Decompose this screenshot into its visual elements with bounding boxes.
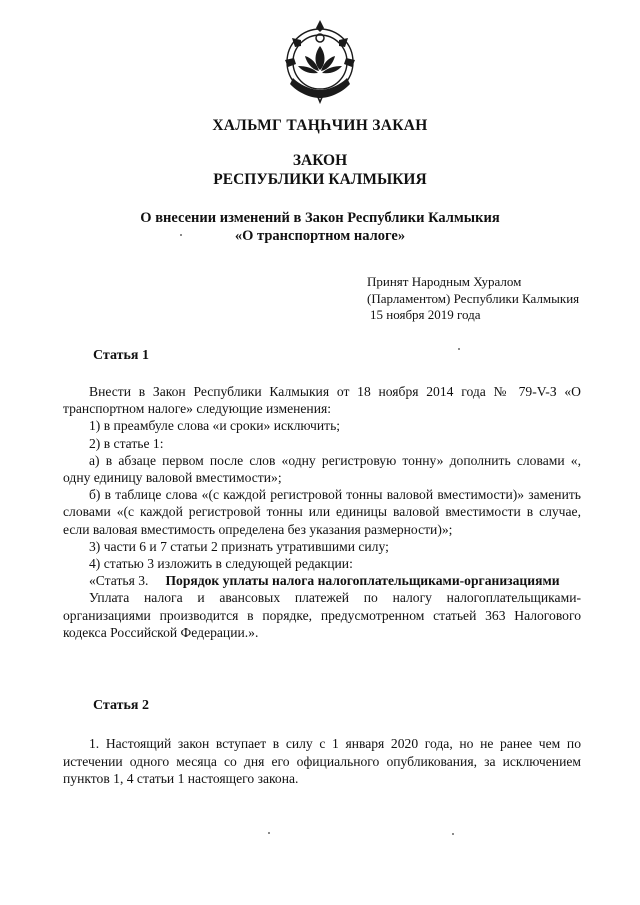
scan-speck: [268, 832, 270, 834]
law-title: [0, 151, 640, 189]
article-1-paragraph: б) в таблице слова «(с каждой регистровой тонны валовой вместимости)» заменить словами «(с каждой регистровой тонны или единицы валовой вместимости в случае, если валовая вместимость определена без указания размерности)»;: [63, 487, 581, 537]
article-2-heading: Статья 2: [93, 698, 149, 713]
law-title-line1: ЗАКОН: [292, 152, 348, 169]
article-1-heading: Статья 1: [93, 348, 149, 363]
article-1-paragraph: Внести в Закон Республики Калмыкия от 18 ноября 2014 года № 79-V-З «О транспортном налоге» следующие изменения:: [63, 384, 581, 417]
kalmyk-title: ХАЛЬМГ ТАҢҺЧИН ЗАКАН: [212, 117, 428, 134]
scan-speck: [180, 234, 182, 236]
article-1-paragraph: Уплата налога и авансовых платежей по налогу налогоплательщиками-организациями производится в порядке, предусмотренном статьей 363 Налогового кодекса Российской Федерации.».: [63, 590, 581, 640]
adoption-line2: (Парламентом) Республики Калмыкия: [367, 290, 580, 306]
article-1-paragraph: 2) в статье 1:: [89, 435, 164, 451]
article-2-body: [63, 735, 581, 788]
article-1-paragraph: 3) части 6 и 7 статьи 2 признать утратившими силу;: [89, 538, 389, 554]
article-3-new-title: [63, 572, 581, 589]
law-subject-line2: «О транспортном налоге»: [234, 228, 406, 244]
adoption-date: 15 ноября 2019 года: [370, 307, 481, 322]
article-1-paragraph: а) в абзаце первом после слов «одну регистровую тонну» дополнить словами «, одну единицу валовой вместимости»;: [63, 452, 581, 486]
adoption-block: [367, 274, 579, 324]
article-1-body: [63, 383, 581, 641]
article-1-paragraph: 4) статью 3 изложить в следующей редакции:: [89, 556, 353, 572]
article-3-prefix: «Статья 3.: [89, 573, 149, 589]
article-3-bold-title: Порядок уплаты налога налогоплательщиками-организациями: [165, 573, 560, 589]
article-2-paragraph: 1. Настоящий закон вступает в силу с 1 января 2020 года, но не ранее чем по истечении одного месяца со дня его официального опубликования, за исключением пунктов 1, 4 статьи 1 настоящего закона.: [63, 736, 581, 787]
law-subject: [0, 209, 640, 245]
article-1-paragraph: 1) в преамбуле слова «и сроки» исключить;: [89, 418, 341, 434]
law-subject-line1: О внесении изменений в Закон Республики Калмыкия: [140, 210, 500, 226]
scan-speck: [458, 348, 460, 350]
adoption-line1: Принят Народным Хуралом: [367, 274, 522, 289]
law-title-line2: РЕСПУБЛИКИ КАЛМЫКИЯ: [213, 171, 427, 188]
coat-of-arms-emblem: [279, 16, 361, 104]
scan-speck: [452, 833, 454, 835]
